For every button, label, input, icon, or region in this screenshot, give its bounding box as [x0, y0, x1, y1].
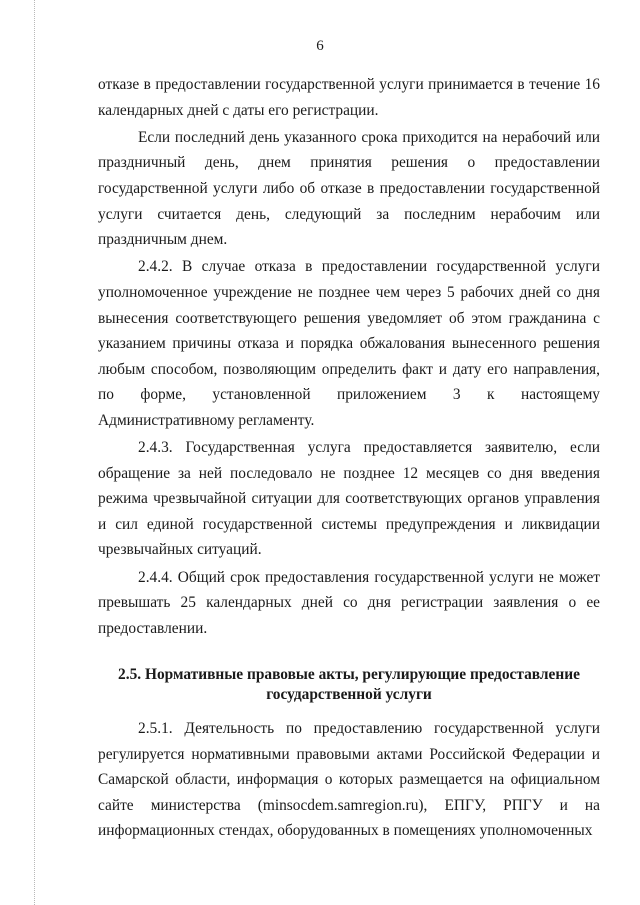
paragraph-continuation: отказе в предоставлении государственной услуги принимается в течение 16 календарных дней с даты его регистрации.: [98, 76, 600, 119]
paragraph-2-5-1: 2.5.1. Деятельность по предоставлению государственной услуги регулируется нормативными правовыми актами Российской Федерации и Самарской области, информация о которых размещается на официальном сайте министерства (minsocdem.samregion.ru), ЕПГУ, РПГУ и на информационных стендах, оборудованных в помещениях уполномоченных: [98, 720, 600, 840]
paragraph-2-4-3: 2.4.3. Государственная услуга предоставляется заявителю, если обращение за ней последовало не позднее 12 месяцев со дня введения режима чрезвычайной ситуации для соответствующих органов управления и сил единой государственной системы предупреждения и ликвидации чрезвычайных ситуаций.: [98, 439, 600, 559]
body-text-top: [98, 72, 600, 643]
paragraph-holiday-rule: Если последний день указанного срока приходится на нерабочий или праздничный день, днем принятия решения о предоставлении государственной услуги либо об отказе в предоставлении государственной услуги считается день, следующий за последним нерабочим или праздничным днем.: [98, 128, 600, 249]
paragraph-2-4-4: 2.4.4. Общий срок предоставления государственной услуги не может превышать 25 календарных дней со дня регистрации заявления о ее предоставлении.: [98, 568, 600, 637]
section-heading-line-2: государственной услуги: [266, 686, 432, 703]
body-text-bottom: [98, 716, 600, 846]
paragraph-2-4-2: 2.4.2. В случае отказа в предоставлении государственной услуги уполномоченное учреждение не позднее чем через 5 рабочих дней со дня вынесения соответствующего решения уведомляет об этом гражданина с указанием причины отказа и порядка обжалования вынесенного решения любым способом, позволяющим определить факт и дату его направления, по форме, установленной приложением 3 к настоящему Административному регламенту.: [98, 258, 600, 429]
page-number: 6: [316, 38, 324, 54]
left-margin-line: [34, 0, 35, 905]
section-heading-line-1: 2.5. Нормативные правовые акты, регулирующие предоставление: [118, 666, 580, 683]
section-heading-2-5: [98, 665, 600, 705]
